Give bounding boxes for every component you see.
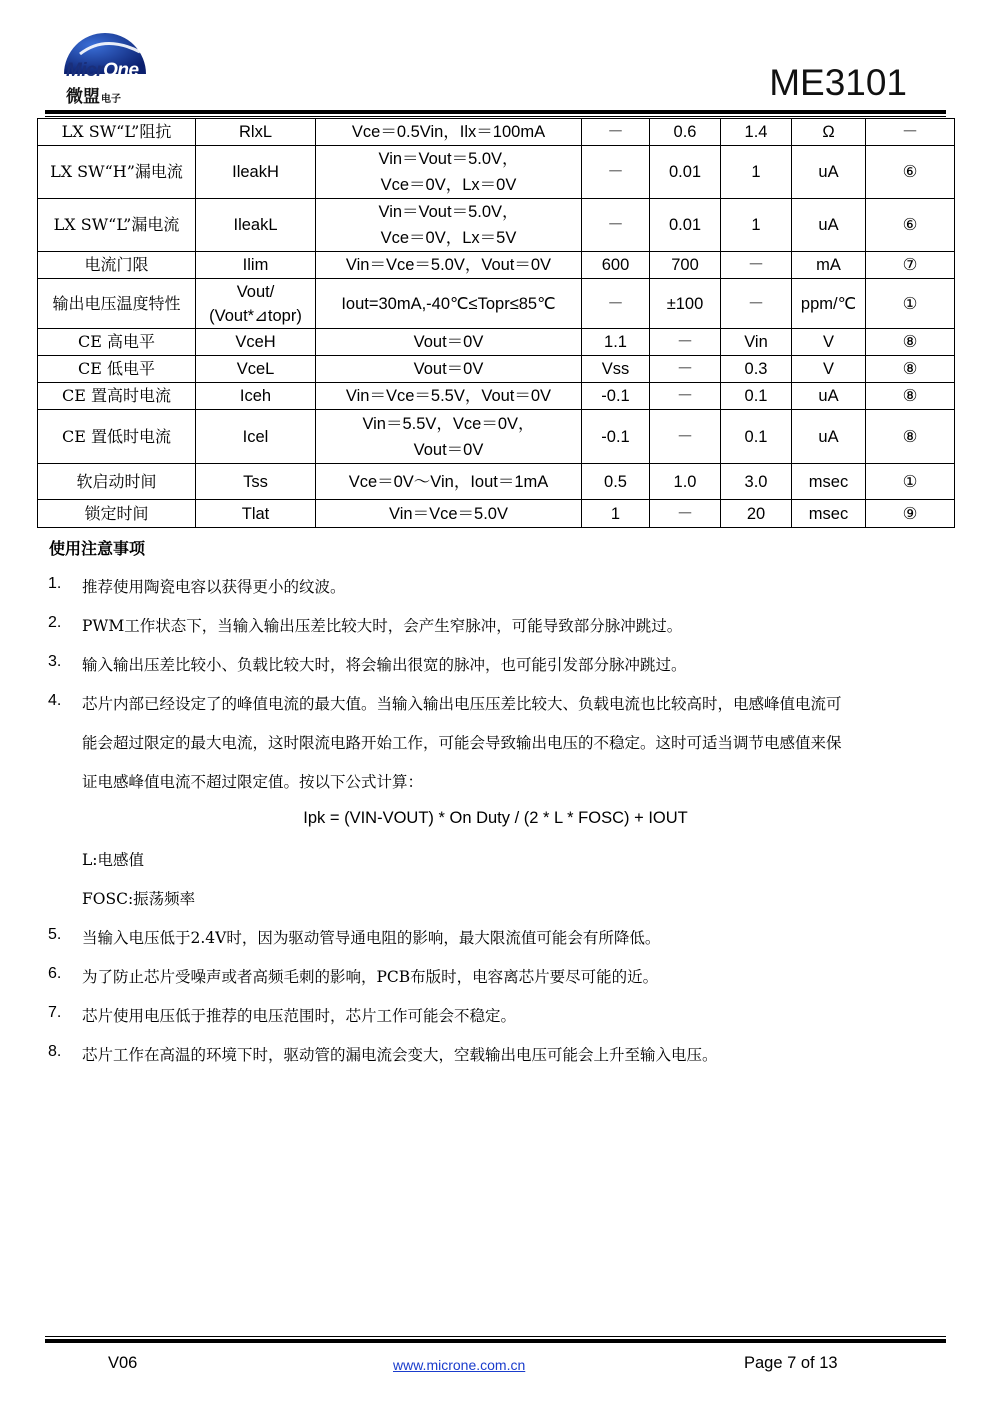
formula-text: Ipk = (VIN-VOUT) * On Duty / (2 * L * FOSC) + IOUT	[303, 809, 688, 827]
footer-rule-thick	[45, 1339, 946, 1343]
param-name: LX SW“L”阻抗	[38, 119, 196, 146]
param-note: ⑨	[866, 500, 955, 528]
param-name: LX SW“H”漏电流	[38, 146, 196, 199]
param-typ: 1.0	[650, 464, 721, 500]
param-note: ⑥	[866, 199, 955, 252]
param-max: 1.4	[721, 119, 792, 146]
note-continuation	[0, 878, 991, 917]
list-item	[0, 995, 991, 1034]
param-max: －	[721, 252, 792, 279]
param-note: ⑥	[866, 146, 955, 199]
note-number: 1.	[48, 575, 62, 592]
param-condition: Vce＝0V～Vin，Iout＝1mA	[316, 464, 582, 500]
param-symbol: Vout/ (Vout*⊿topr)	[196, 279, 316, 329]
param-symbol: RlxL	[196, 119, 316, 146]
list-item	[0, 605, 991, 644]
param-typ: －	[650, 500, 721, 528]
param-unit: msec	[792, 464, 866, 500]
param-min: Vss	[582, 356, 650, 383]
param-typ: －	[650, 383, 721, 410]
param-note: ①	[866, 464, 955, 500]
param-name: 电流门限	[38, 252, 196, 279]
param-typ: 0.01	[650, 146, 721, 199]
param-symbol: Tlat	[196, 500, 316, 528]
param-unit: V	[792, 329, 866, 356]
electrical-characteristics-table	[37, 118, 955, 528]
param-typ: ±100	[650, 279, 721, 329]
footer-rule-thin	[45, 1336, 946, 1337]
param-max: 0.1	[721, 410, 792, 464]
param-min: －	[582, 279, 650, 329]
param-typ: 0.6	[650, 119, 721, 146]
model-number: ME3101	[769, 62, 907, 103]
param-note: ⑦	[866, 252, 955, 279]
note-continuation	[0, 839, 991, 878]
param-max: 1	[721, 146, 792, 199]
note-number: 4.	[48, 692, 62, 709]
table-row	[38, 146, 955, 199]
param-unit: V	[792, 356, 866, 383]
table-row	[38, 464, 955, 500]
param-note: ⑧	[866, 356, 955, 383]
param-name: 锁定时间	[38, 500, 196, 528]
note-text: PWM工作状态下，当输入输出压差比较大时，会产生窄脉冲，可能导致部分脉冲跳过。	[82, 617, 683, 635]
param-max: 3.0	[721, 464, 792, 500]
param-note: ⑧	[866, 410, 955, 464]
table-row	[38, 410, 955, 464]
param-note: ①	[866, 279, 955, 329]
param-condition: Vout＝0V	[316, 356, 582, 383]
param-symbol: IleakL	[196, 199, 316, 252]
param-max: Vin	[721, 329, 792, 356]
param-max: 0.3	[721, 356, 792, 383]
param-name: 软启动时间	[38, 464, 196, 500]
param-symbol: Tss	[196, 464, 316, 500]
table-row	[38, 383, 955, 410]
param-unit: mA	[792, 252, 866, 279]
list-item	[0, 566, 991, 605]
param-unit: Ω	[792, 119, 866, 146]
param-min: －	[582, 199, 650, 252]
note-text: 推荐使用陶瓷电容以获得更小的纹波。	[82, 578, 346, 596]
param-max: －	[721, 279, 792, 329]
param-condition: Vin＝Vce＝5.0V，Vout＝0V	[316, 252, 582, 279]
header-rule-thin	[45, 116, 946, 117]
param-min: 1	[582, 500, 650, 528]
note-text: 芯片使用电压低于推荐的电压范围时，芯片工作可能会不稳定。	[82, 1007, 517, 1025]
param-max: 1	[721, 199, 792, 252]
param-unit: uA	[792, 383, 866, 410]
note-text: 能会超过限定的最大电流，这时限流电路开始工作，可能会导致输出电压的不稳定。这时可适当调节电感值来保	[82, 734, 842, 752]
param-min: 1.1	[582, 329, 650, 356]
note-number: 2.	[48, 614, 62, 631]
param-max: 0.1	[721, 383, 792, 410]
param-name: CE 置低时电流	[38, 410, 196, 464]
param-symbol: Ilim	[196, 252, 316, 279]
param-unit: uA	[792, 146, 866, 199]
note-text: 芯片工作在高温的环境下时，驱动管的漏电流会变大，空载输出电压可能会上升至输入电压。	[82, 1046, 718, 1064]
param-max: 20	[721, 500, 792, 528]
note-number: 5.	[48, 926, 62, 943]
note-text: 当输入电压低于2.4V时，因为驱动管导通电阻的影响，最大限流值可能会有所降低。	[82, 929, 661, 947]
note-text: 输入输出压差比较小、负载比较大时，将会输出很宽的脉冲，也可能引发部分脉冲跳过。	[82, 656, 687, 674]
param-symbol: VceL	[196, 356, 316, 383]
table-row	[38, 500, 955, 528]
param-unit: uA	[792, 410, 866, 464]
param-condition: Vce＝0.5Vin，Ilx＝100mA	[316, 119, 582, 146]
note-number: 3.	[48, 653, 62, 670]
header-rule-thick	[45, 110, 946, 114]
param-symbol: VceH	[196, 329, 316, 356]
param-name: CE 高电平	[38, 329, 196, 356]
logo-chinese-text: 微盟电子	[66, 87, 121, 107]
param-name: LX SW“L”漏电流	[38, 199, 196, 252]
logo-brand-text: MicrOne	[66, 60, 139, 81]
table-row	[38, 279, 955, 329]
note-text: 证电感峰值电流不超过限定值。按以下公式计算：	[82, 773, 424, 791]
param-note: －	[866, 119, 955, 146]
param-condition: Vin＝Vce＝5.0V	[316, 500, 582, 528]
document-version: V06	[108, 1354, 138, 1372]
definition-text: FOSC:振荡频率	[82, 890, 196, 908]
param-condition: Vin＝Vout＝5.0V， Vce＝0V，Lx＝0V	[316, 146, 582, 199]
param-min: 600	[582, 252, 650, 279]
param-min: －	[582, 119, 650, 146]
param-min: －	[582, 146, 650, 199]
list-item	[0, 956, 991, 995]
param-typ: 0.01	[650, 199, 721, 252]
param-note: ⑧	[866, 383, 955, 410]
param-symbol: IleakH	[196, 146, 316, 199]
list-item	[0, 917, 991, 956]
note-number: 8.	[48, 1043, 62, 1060]
page-number: Page 7 of 13	[744, 1354, 838, 1372]
company-logo	[60, 24, 170, 107]
param-typ: 700	[650, 252, 721, 279]
param-unit: ppm/℃	[792, 279, 866, 329]
note-number: 6.	[48, 965, 62, 982]
notes-heading: 使用注意事项	[49, 539, 146, 558]
param-min: -0.1	[582, 410, 650, 464]
table-row	[38, 329, 955, 356]
list-item	[0, 1034, 991, 1073]
list-item	[0, 683, 991, 722]
param-name: CE 置高时电流	[38, 383, 196, 410]
param-symbol: Icel	[196, 410, 316, 464]
note-number: 7.	[48, 1004, 62, 1021]
formula-line	[0, 800, 991, 839]
param-condition: Vout＝0V	[316, 329, 582, 356]
note-continuation	[0, 761, 991, 800]
param-name: CE 低电平	[38, 356, 196, 383]
param-condition: Iout=30mA,-40℃≤Topr≤85℃	[316, 279, 582, 329]
param-note: ⑧	[866, 329, 955, 356]
list-item	[0, 644, 991, 683]
website-link[interactable]: www.microne.com.cn	[393, 1357, 526, 1373]
param-typ: －	[650, 329, 721, 356]
note-text: 芯片内部已经设定了的峰值电流的最大值。当输入输出电压压差比较大、负载电流也比较高时，电感峰值电流可	[82, 695, 842, 713]
table-row	[38, 356, 955, 383]
table-row	[38, 119, 955, 146]
param-condition: Vin＝5.5V，Vce＝0V， Vout＝0V	[316, 410, 582, 464]
param-typ: －	[650, 410, 721, 464]
note-continuation	[0, 722, 991, 761]
definition-text: L:电感值	[82, 851, 145, 869]
table-row	[38, 199, 955, 252]
param-unit: msec	[792, 500, 866, 528]
usage-notes-list	[0, 566, 991, 1073]
param-condition: Vin＝Vout＝5.0V， Vce＝0V，Lx＝5V	[316, 199, 582, 252]
param-condition: Vin＝Vce＝5.5V，Vout＝0V	[316, 383, 582, 410]
param-min: -0.1	[582, 383, 650, 410]
param-unit: uA	[792, 199, 866, 252]
param-name: 输出电压温度特性	[38, 279, 196, 329]
param-typ: －	[650, 356, 721, 383]
param-symbol: Iceh	[196, 383, 316, 410]
table-row	[38, 252, 955, 279]
note-text: 为了防止芯片受噪声或者高频毛刺的影响，PCB布版时，电容离芯片要尽可能的近。	[82, 968, 659, 986]
param-min: 0.5	[582, 464, 650, 500]
